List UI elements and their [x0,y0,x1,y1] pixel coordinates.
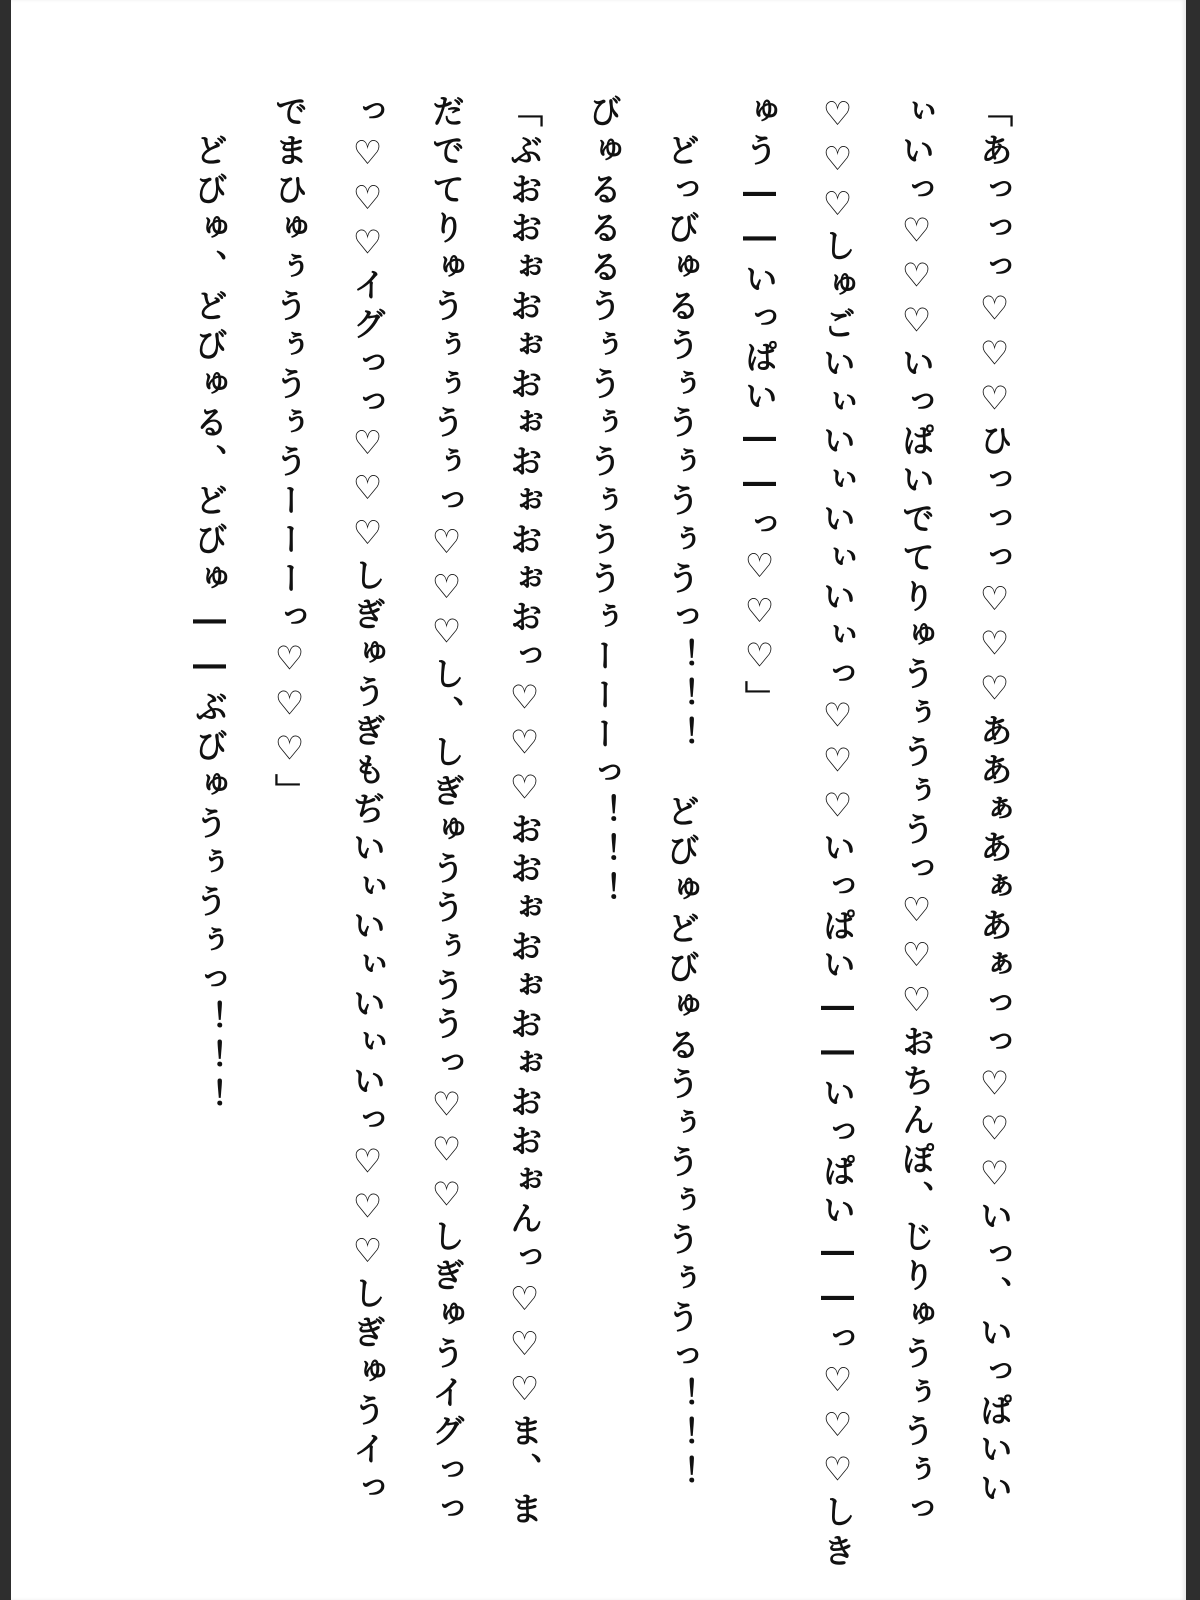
text-column: ゅう――いっぱい――っ♡♡♡」 [740,94,779,720]
text-column: 「ぶおおぉおぉおぉおぉおぉおっ♡♡♡おおぉおぉおぉおおぉんっ♡♡♡ま、ま [505,94,544,1531]
text-column: だでてりゅうぅぅうぅっ♡♡♡し、しぎゅううぅううっ♡♡♡しぎゅうイグっっ [427,94,466,1531]
text-column: どびゅ、どびゅる、どびゅ――ぶびゅうぅうぅっ！！！ [190,94,229,1118]
text-column: ♡♡♡しゅごいぃいぃいぃいぃっ♡♡♡いっぱい――いっぱい――っ♡♡♡しき [818,94,857,1573]
text-column: びゅるるるうぅうぅうぅううぅーーーっ！！！ [584,94,623,911]
text-column: っ♡♡♡イグっっ♡♡♡しぎゅうぎもぢいぃいぃいぃいっ♡♡♡しぎゅうイっ [348,94,387,1510]
text-column: どっびゅるうぅうぅうぅうっ！！！ どびゅどびゅるうぅうぅうぅうっ！！！ [662,94,701,1495]
text-column: 「あっっっ♡♡♡ひっっっ♡♡♡ああぁあぁあぁっっ♡♡♡いっ、いっぱいい [975,94,1014,1510]
text-column: ぃいっ♡♡♡いっぱいでてりゅうぅうぅうっ♡♡♡おちんぽ、じりゅうぅうぅっ [897,94,936,1531]
text-column: でまひゅぅうぅうぅうーーーっ♡♡♡」 [270,94,309,813]
book-page[interactable] [11,0,1186,1600]
